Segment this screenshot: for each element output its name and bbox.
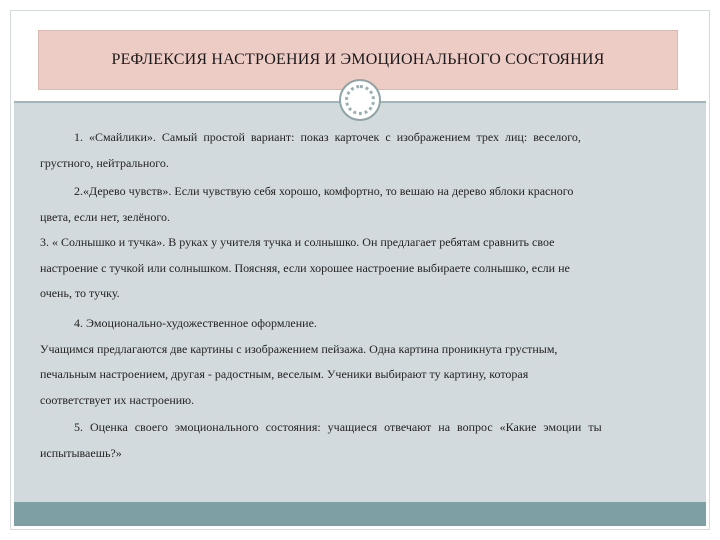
content-area [14, 103, 706, 502]
list-item-4 [40, 311, 684, 413]
item-3-line-2: настроение с тучкой или солнышком. Поясняя, если хорошее настроение выбираете солнышко, если не [40, 260, 570, 275]
item-5-line-2: испытываешь?» [40, 445, 122, 460]
item-4-line-3: печальным настроением, другая - радостным, веселым. Ученики выбирают ту картину, которая [40, 367, 529, 381]
list-item-2 [40, 179, 684, 230]
item-3-line-3: очень, то тучку. [40, 286, 120, 300]
item-1-line-2: грустного, нейтрального. [40, 155, 169, 170]
footer-strip [14, 502, 706, 526]
list-item-1 [40, 125, 684, 176]
item-4-line-1: 4. Эмоционально-художественное оформление. [74, 316, 317, 330]
item-2-line-1: 2.«Дерево чувств». Если чувствую себя хорошо, комфортно, то вешаю на дерево яблоки красного [74, 184, 574, 198]
item-2-line-2: цвета, если нет, зелёного. [40, 209, 170, 224]
item-1-line-1: 1. «Смайлики». Самый простой вариант: показ карточек с изображением трех лиц: веселого, [74, 130, 581, 144]
circle-ornament-icon [339, 79, 381, 121]
list-item-3 [40, 230, 684, 307]
slide-title: РЕФЛЕКСИЯ НАСТРОЕНИЯ И ЭМОЦИОНАЛЬНОГО СОСТОЯНИЯ [111, 51, 605, 68]
item-4-line-2: Учащимся предлагаются две картины с изображением пейзажа. Одна картина проникнута грустным, [40, 341, 558, 356]
item-3-line-1: 3. « Солнышко и тучка». В руках у учителя тучка и солнышко. Он предлагает ребятам сравнить свое [40, 235, 555, 249]
list-item-5 [40, 415, 684, 466]
item-4-line-4: соответствует их настроению. [40, 392, 195, 407]
item-5-line-1: 5. Оценка своего эмоционального состояния: учащиеся отвечают на вопрос «Какие эмоции ты [74, 420, 602, 434]
ornament-inner-ring [345, 85, 375, 115]
